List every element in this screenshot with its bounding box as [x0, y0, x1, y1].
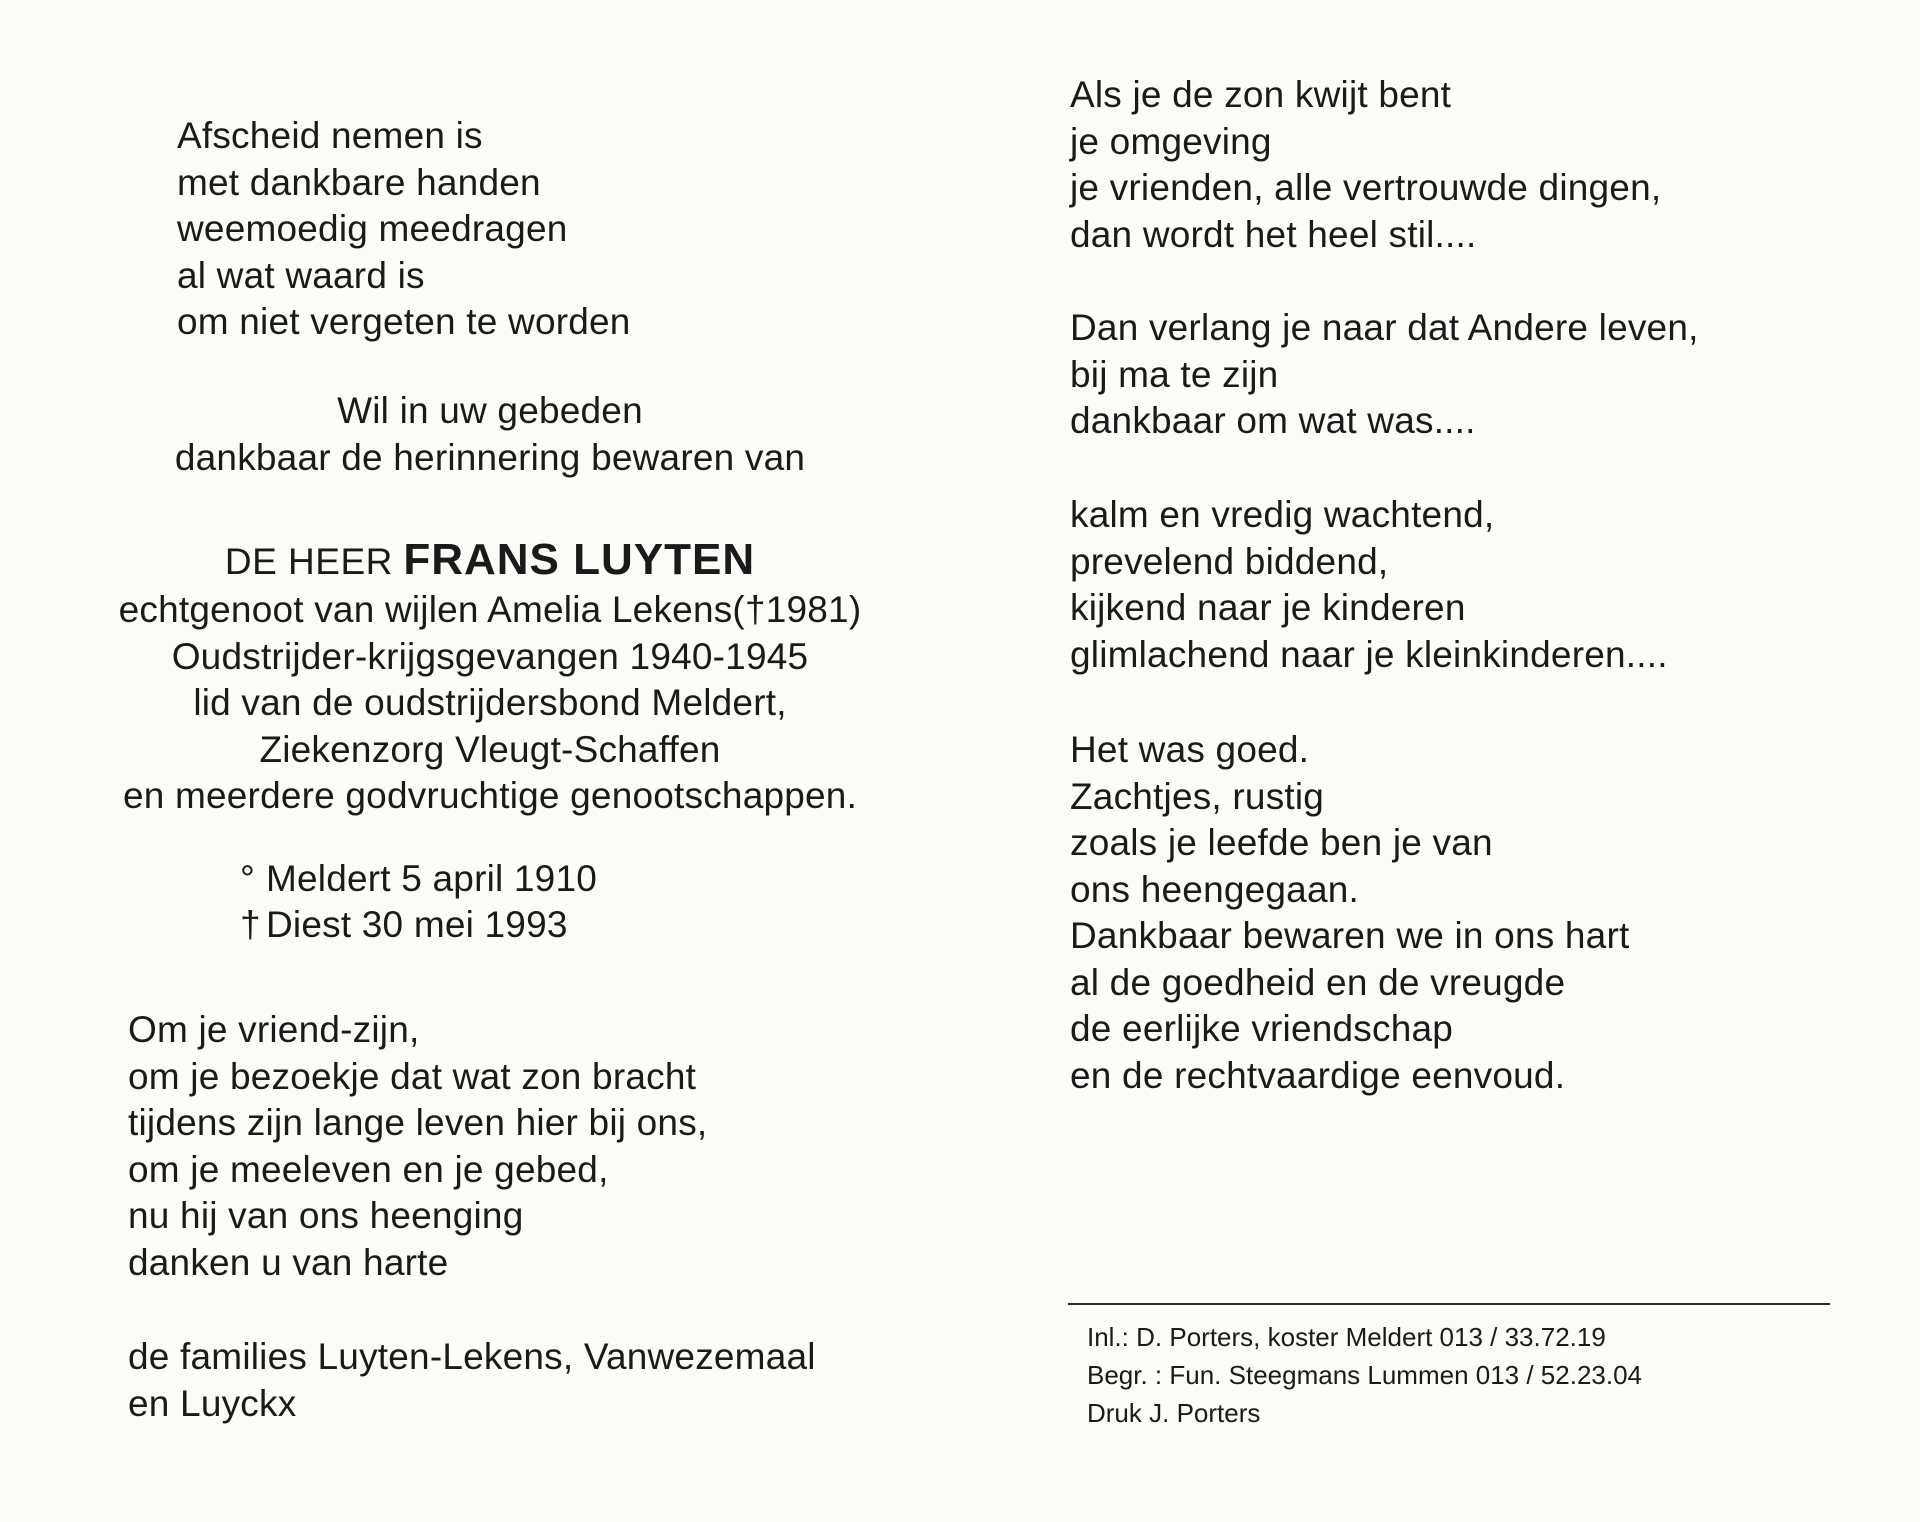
deceased-title: DE HEER [224, 541, 393, 582]
stanza-line: dankbaar om wat was.... [1070, 400, 1476, 441]
stanza-line: Het was goed. [1070, 729, 1310, 770]
deceased-detail: Ziekenzorg Vleugt-Schaffen [259, 728, 721, 770]
stanza-line: Dankbaar bewaren we in ons hart [1070, 915, 1630, 956]
stanza-line: prevelend biddend, [1070, 540, 1389, 582]
deceased-name-line [100, 535, 880, 587]
stanza-line: zoals je leefde ben je van [1070, 822, 1493, 863]
death-date: Diest 30 mei 1993 [266, 904, 568, 945]
stanza-line: dan wordt het heel stil.... [1070, 213, 1477, 255]
life-dates [240, 856, 740, 948]
death-line [240, 902, 740, 948]
poem-stanza-2 [1070, 305, 1850, 445]
thanks-poem [128, 1007, 848, 1286]
credit-line: Inl.: D. Porters, koster Meldert 013 / 33.72.19 [1087, 1322, 1606, 1352]
prayer-line: dankbaar de herinnering bewaren van [174, 436, 806, 478]
thanks-line: om je meeleven en je gebed, [128, 1148, 609, 1190]
stanza-line: ons heengegaan. [1070, 868, 1359, 910]
thanks-line: nu hij van ons heenging [128, 1195, 524, 1236]
stanza-line: bij ma te zijn [1070, 353, 1279, 395]
poem-stanza-4 [1070, 727, 1850, 1099]
credit-line: Begr. : Fun. Steegmans Lummen 013 / 52.23.04 [1087, 1360, 1643, 1390]
opening-poem [177, 113, 777, 346]
prayer-request [110, 388, 870, 481]
poem-line: met dankbare handen [177, 161, 541, 203]
poem-line: Afscheid nemen is [177, 115, 483, 156]
poem-line: al wat waard is [177, 254, 425, 296]
thanks-line: om je bezoekje dat wat zon bracht [128, 1055, 697, 1097]
stanza-line: en de rechtvaardige eenvoud. [1070, 1054, 1566, 1096]
stanza-line: je omgeving [1070, 120, 1272, 162]
stanza-line: Als je de zon kwijt bent [1070, 74, 1452, 115]
stanza-line: Zachtjes, rustig [1070, 775, 1325, 817]
birth-line [240, 856, 740, 902]
deceased-detail: en meerdere godvruchtige genootschappen. [122, 775, 858, 816]
deceased-name: FRANS LUYTEN [403, 535, 756, 584]
thanks-line: Om je vriend-zijn, [128, 1009, 420, 1050]
stanza-line: glimlachend naar je kleinkinderen.... [1070, 633, 1668, 675]
stanza-line: kijkend naar je kinderen [1070, 587, 1466, 628]
family-signature [128, 1334, 888, 1427]
footer-divider [1068, 1303, 1830, 1305]
stanza-line: al de goedheid en de vreugde [1070, 961, 1566, 1003]
family-line: en Luyckx [128, 1382, 297, 1424]
thanks-line: danken u van harte [128, 1241, 449, 1283]
stanza-line: kalm en vredig wachtend, [1070, 494, 1495, 535]
poem-stanza-1 [1070, 72, 1850, 258]
thanks-line: tijdens zijn lange leven hier bij ons, [128, 1102, 708, 1143]
deceased-detail: echtgenoot van wijlen Amelia Lekens(†1981) [118, 589, 862, 630]
birth-symbol: ° [240, 858, 255, 899]
poem-stanza-3 [1070, 492, 1850, 678]
cross-symbol: † [240, 904, 261, 945]
deceased-detail: Oudstrijder-krijgsgevangen 1940-1945 [171, 635, 809, 677]
stanza-line: je vrienden, alle vertrouwde dingen, [1070, 167, 1662, 208]
credit-line: Druk J. Porters [1087, 1398, 1261, 1428]
print-credits [1087, 1318, 1847, 1432]
deceased-info [100, 535, 880, 820]
birth-date: Meldert 5 april 1910 [266, 858, 598, 899]
prayer-line: Wil in uw gebeden [337, 390, 643, 431]
poem-line: om niet vergeten te worden [177, 301, 631, 342]
family-line: de families Luyten-Lekens, Vanwezemaal [128, 1336, 816, 1377]
stanza-line: de eerlijke vriendschap [1070, 1008, 1454, 1049]
stanza-line: Dan verlang je naar dat Andere leven, [1070, 307, 1699, 348]
deceased-detail: lid van de oudstrijdersbond Meldert, [193, 682, 787, 723]
poem-line: weemoedig meedragen [177, 208, 568, 249]
